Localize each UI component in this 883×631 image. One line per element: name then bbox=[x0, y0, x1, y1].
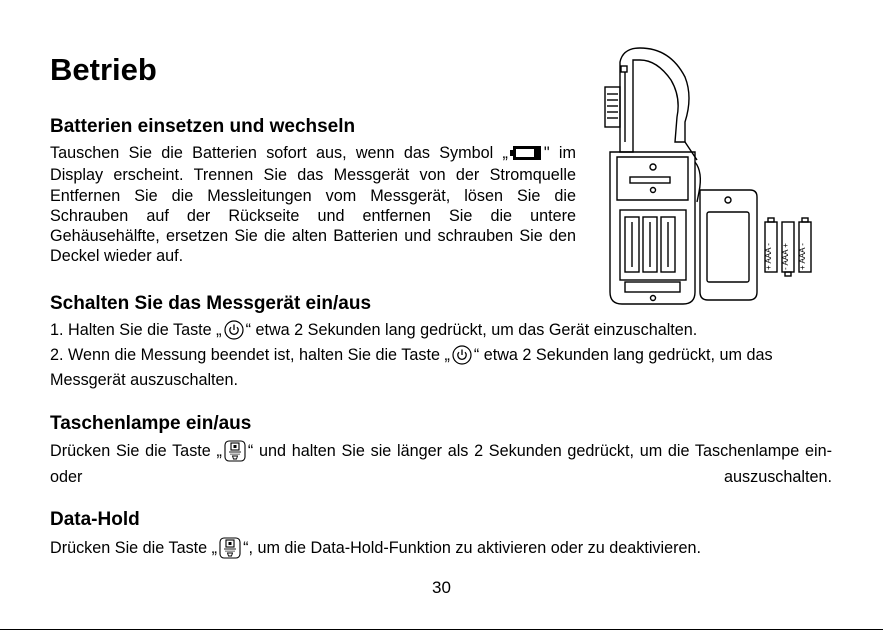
datahold-paragraph: Drücken Sie die Taste „ “, um die Data-Hold-Funktion zu aktivieren oder zu deaktivieren. bbox=[50, 537, 840, 564]
flashlight-paragraph: Drücken Sie die Taste „ “ und halten Sie sie länger als 2 Sekunden gedrückt, um die Taschenlampe ein- oder auszuschalten. bbox=[50, 442, 832, 487]
battery-label: + AAA - bbox=[798, 243, 807, 270]
section-heading-power: Schalten Sie das Messgerät ein/aus bbox=[50, 293, 372, 314]
power-step-1: 1. Halten Sie die Taste „ “ etwa 2 Sekunden lang gedrückt, um das Gerät einzuschalten. bbox=[50, 320, 840, 345]
battery-label: + AAA - bbox=[764, 243, 773, 270]
flashlight-hold-icon bbox=[219, 537, 241, 564]
footer-rule bbox=[0, 629, 883, 630]
meter-illustration bbox=[585, 42, 825, 312]
batteries-paragraph: Tauschen Sie die Batterien sofort aus, wenn das Symbol „ " im Display erscheint. Trennen Sie das Messgerät von der Stromquelle Entfernen Sie die Messleitungen vom Messgerät, lösen Sie die Schrauben auf der Rückseite und entfernen Sie die untere Gehäusehälfte, ersetzen Sie die alten Batterien und schrauben Sie den Deckel wieder auf. bbox=[50, 144, 577, 266]
page-title: Betrieb bbox=[50, 52, 157, 87]
section-heading-flashlight: Taschenlampe ein/aus bbox=[50, 413, 252, 434]
battery-low-icon bbox=[510, 145, 542, 165]
section-heading-batteries: Batterien einsetzen und wechseln bbox=[50, 116, 356, 137]
power-icon bbox=[452, 345, 472, 370]
flashlight-hold-icon bbox=[224, 440, 246, 467]
power-icon bbox=[224, 320, 244, 345]
clamp-meter-drawing bbox=[585, 42, 825, 312]
section-heading-datahold: Data-Hold bbox=[50, 509, 140, 530]
power-step-2: 2. Wenn die Messung beendet ist, halten Sie die Taste „ “ etwa 2 Sekunden lang gedrückt, um das Messgerät auszuschalten. bbox=[50, 346, 773, 390]
page-number: 30 bbox=[432, 578, 451, 597]
battery-label: - AAA + bbox=[781, 243, 790, 270]
